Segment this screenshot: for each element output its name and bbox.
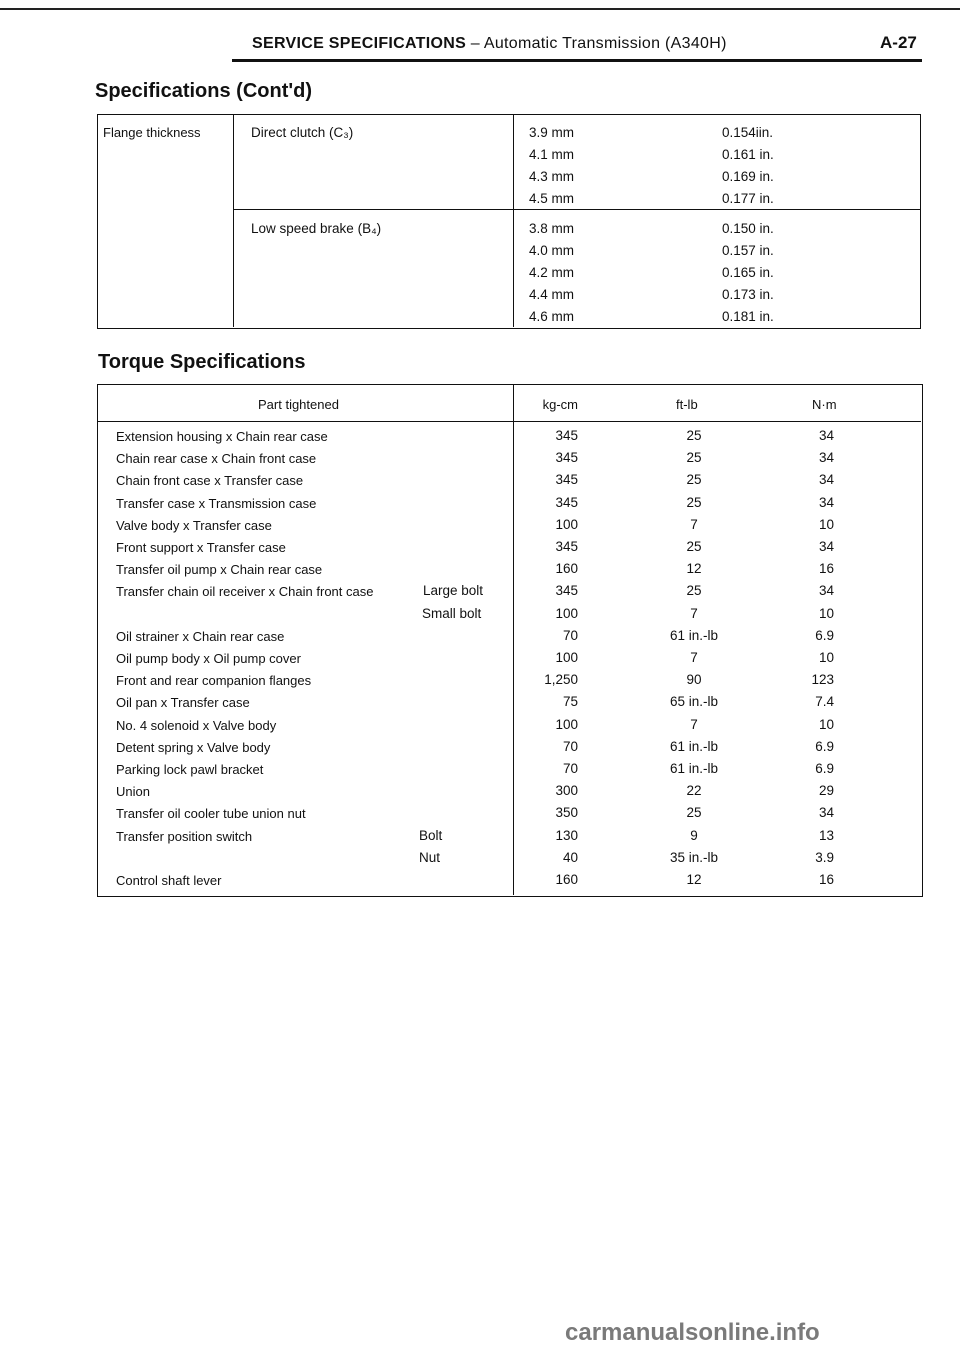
- kg-cm-cell: 70: [562, 739, 578, 754]
- kg-cm-cell: 345: [555, 428, 578, 443]
- page-header-title: [252, 35, 727, 53]
- ft-lb-cell: 7: [690, 517, 698, 532]
- part-qualifier-cell: Nut: [419, 850, 441, 865]
- kg-cm-cell: 100: [555, 650, 578, 665]
- page-number: A-27: [880, 33, 917, 52]
- spec-inch-value: 0.154iin.: [722, 125, 774, 140]
- n-m-cell: 6.9: [815, 628, 834, 643]
- ft-lb-cell: 12: [686, 561, 702, 576]
- n-m-cell: 3.9: [815, 850, 834, 865]
- n-m-cell: 34: [818, 805, 834, 820]
- spec-mm-value: 4.5 mm: [529, 191, 575, 206]
- kg-cm-cell: 100: [555, 717, 578, 732]
- kg-cm-cell: 40: [562, 850, 578, 865]
- ft-lb-cell: 25: [686, 583, 702, 598]
- n-m-cell: 34: [818, 428, 834, 443]
- kg-cm-cell: 70: [562, 628, 578, 643]
- spec-inch-value: 0.157 in.: [722, 243, 774, 258]
- kg-cm-cell: 70: [562, 761, 578, 776]
- ft-lb-cell: 61 in.-lb: [669, 761, 719, 776]
- low-speed-brake-label: Low speed brake (B₄): [251, 221, 382, 236]
- part-tightened-cell: Chain rear case x Chain front case: [116, 451, 317, 466]
- n-m-cell: 16: [818, 561, 834, 576]
- kg-cm-cell: 345: [555, 539, 578, 554]
- header-divider: [98, 421, 921, 422]
- ft-lb-cell: 25: [686, 472, 702, 487]
- spec-inch-value: 0.150 in.: [722, 221, 774, 236]
- torque-specifications-title: Torque Specifications: [98, 351, 306, 373]
- ft-lb-cell: 7: [690, 717, 698, 732]
- ft-lb-cell: 25: [686, 539, 702, 554]
- kg-cm-cell: 1,250: [544, 672, 578, 687]
- n-m-cell: 34: [818, 583, 834, 598]
- n-m-cell: 6.9: [815, 739, 834, 754]
- column-divider: [233, 115, 234, 327]
- spec-mm-value: 4.4 mm: [529, 287, 575, 302]
- ft-lb-cell: 25: [686, 450, 702, 465]
- part-tightened-cell: Transfer oil pump x Chain rear case: [116, 562, 323, 577]
- part-tightened-cell: Transfer position switch: [116, 829, 253, 844]
- ft-lb-cell: 25: [686, 428, 702, 443]
- header-n-m: N·m: [812, 397, 837, 412]
- ft-lb-cell: 9: [690, 828, 698, 843]
- flange-thickness-label: Flange thickness: [103, 125, 201, 140]
- spec-inch-value: 0.181 in.: [722, 309, 774, 324]
- part-tightened-cell: Transfer oil cooler tube union nut: [116, 806, 306, 821]
- torque-table: [97, 384, 923, 897]
- ft-lb-cell: 65 in.-lb: [669, 694, 719, 709]
- spec-mm-value: 4.0 mm: [529, 243, 575, 258]
- part-qualifier-cell: Bolt: [419, 828, 443, 843]
- n-m-cell: 13: [818, 828, 834, 843]
- column-divider: [513, 385, 514, 895]
- header-title-bold: SERVICE SPECIFICATIONS: [252, 35, 467, 52]
- kg-cm-cell: 345: [555, 495, 578, 510]
- ft-lb-cell: 12: [686, 872, 702, 887]
- n-m-cell: 6.9: [815, 761, 834, 776]
- row-divider: [233, 209, 920, 210]
- n-m-cell: 10: [818, 606, 834, 621]
- ft-lb-cell: 90: [686, 672, 702, 687]
- spec-inch-value: 0.169 in.: [722, 169, 774, 184]
- kg-cm-cell: 160: [555, 561, 578, 576]
- header-title-rest: – Automatic Transmission (A340H): [466, 35, 727, 52]
- part-tightened-cell: Parking lock pawl bracket: [116, 762, 264, 777]
- part-tightened-cell: Extension housing x Chain rear case: [116, 429, 328, 444]
- n-m-cell: 34: [818, 495, 834, 510]
- spec-mm-value: 4.1 mm: [529, 147, 575, 162]
- n-m-cell: 34: [818, 472, 834, 487]
- part-tightened-cell: Valve body x Transfer case: [116, 518, 272, 533]
- kg-cm-cell: 345: [555, 583, 578, 598]
- part-qualifier-cell: Large bolt: [423, 583, 484, 598]
- top-rule: [0, 8, 960, 10]
- ft-lb-cell: 61 in.-lb: [669, 739, 719, 754]
- header-ft-lb: ft-lb: [676, 397, 698, 412]
- part-tightened-cell: Control shaft lever: [116, 873, 222, 888]
- n-m-cell: 29: [818, 783, 834, 798]
- kg-cm-cell: 345: [555, 472, 578, 487]
- spec-inch-value: 0.177 in.: [722, 191, 774, 206]
- spec-mm-value: 4.6 mm: [529, 309, 575, 324]
- ft-lb-cell: 7: [690, 606, 698, 621]
- kg-cm-cell: 160: [555, 872, 578, 887]
- part-tightened-cell: Chain front case x Transfer case: [116, 473, 304, 488]
- ft-lb-cell: 35 in.-lb: [669, 850, 719, 865]
- specifications-title: Specifications (Cont'd): [95, 80, 312, 102]
- n-m-cell: 16: [818, 872, 834, 887]
- flange-thickness-table: [97, 114, 921, 329]
- part-tightened-cell: Oil pump body x Oil pump cover: [116, 651, 301, 666]
- part-tightened-cell: Oil pan x Transfer case: [116, 695, 250, 710]
- part-tightened-cell: Front support x Transfer case: [116, 540, 286, 555]
- direct-clutch-label: Direct clutch (C₃): [251, 125, 354, 140]
- spec-inch-value: 0.165 in.: [722, 265, 774, 280]
- kg-cm-cell: 75: [562, 694, 578, 709]
- ft-lb-cell: 61 in.-lb: [669, 628, 719, 643]
- n-m-cell: 7.4: [815, 694, 834, 709]
- ft-lb-cell: 25: [686, 805, 702, 820]
- n-m-cell: 10: [818, 717, 834, 732]
- header-rule: [232, 59, 922, 62]
- n-m-cell: 34: [818, 539, 834, 554]
- kg-cm-cell: 130: [555, 828, 578, 843]
- part-qualifier-cell: Small bolt: [422, 606, 482, 621]
- n-m-cell: 34: [818, 450, 834, 465]
- header-part-tightened: Part tightened: [258, 397, 339, 412]
- spec-mm-value: 4.3 mm: [529, 169, 575, 184]
- kg-cm-cell: 300: [555, 783, 578, 798]
- watermark-text: carmanualsonline.info: [565, 1319, 820, 1346]
- spec-mm-value: 4.2 mm: [529, 265, 575, 280]
- n-m-cell: 123: [811, 672, 834, 687]
- spec-inch-value: 0.161 in.: [722, 147, 774, 162]
- kg-cm-cell: 100: [555, 606, 578, 621]
- n-m-cell: 10: [818, 650, 834, 665]
- part-tightened-cell: Transfer case x Transmission case: [116, 496, 317, 511]
- part-tightened-cell: Union: [116, 784, 150, 799]
- part-tightened-cell: Front and rear companion flanges: [116, 673, 312, 688]
- ft-lb-cell: 7: [690, 650, 698, 665]
- spec-mm-value: 3.9 mm: [529, 125, 575, 140]
- column-divider: [513, 115, 514, 327]
- spec-inch-value: 0.173 in.: [722, 287, 774, 302]
- part-tightened-cell: No. 4 solenoid x Valve body: [116, 718, 277, 733]
- kg-cm-cell: 350: [555, 805, 578, 820]
- kg-cm-cell: 100: [555, 517, 578, 532]
- spec-mm-value: 3.8 mm: [529, 221, 575, 236]
- header-kg-cm: kg-cm: [542, 397, 578, 412]
- part-tightened-cell: Transfer chain oil receiver x Chain front case: [116, 584, 374, 599]
- part-tightened-cell: Oil strainer x Chain rear case: [116, 629, 285, 644]
- part-tightened-cell: Detent spring x Valve body: [116, 740, 271, 755]
- kg-cm-cell: 345: [555, 450, 578, 465]
- ft-lb-cell: 22: [686, 783, 702, 798]
- ft-lb-cell: 25: [686, 495, 702, 510]
- n-m-cell: 10: [818, 517, 834, 532]
